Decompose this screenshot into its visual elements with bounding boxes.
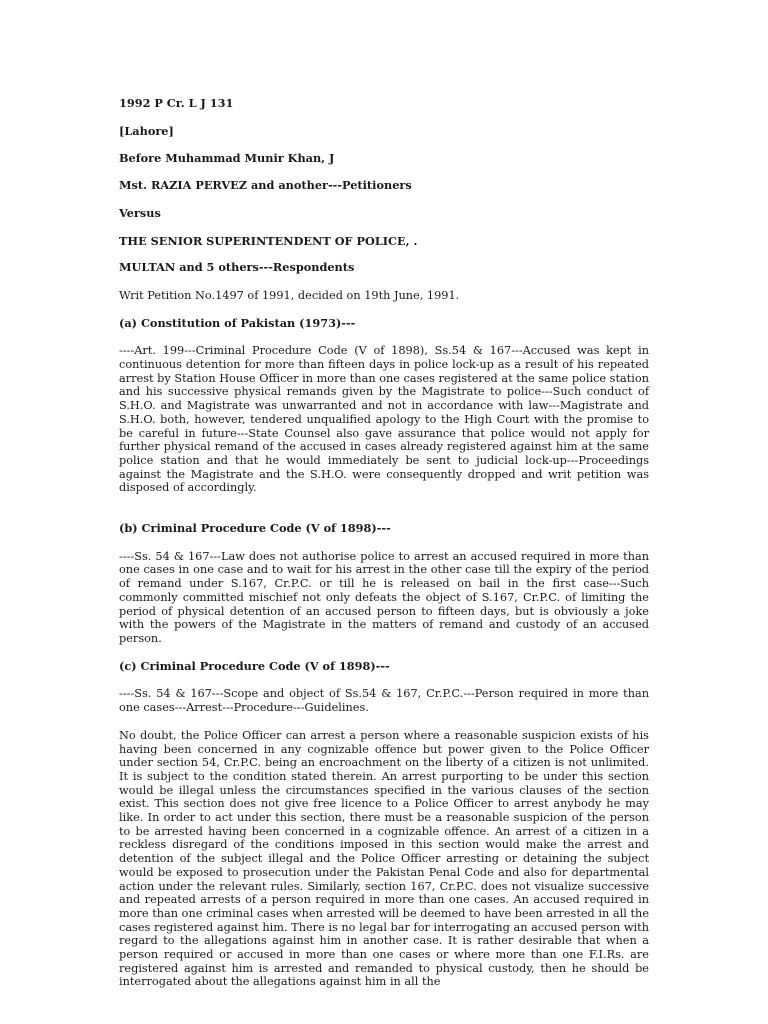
bench: Before Muhammad Munir Khan, J xyxy=(119,151,335,166)
section-body: ----Ss. 54 & 167---Law does not authorise police to arrest an accused required in more than one cases in one case and to wait for his arrest in the other case till the expiry of the period of remand under S.167, Cr.P.C. or till he is released on bail in the first case---Such commonly committed mischief not only defeats the object of S.167, Cr.P.C. of limiting the period of physical detention of an accused person to fifteen days, but is obviously a joke with the powers of the Magistrate in the matters of remand and custody of an accused person. xyxy=(119,549,649,645)
section-body: ----Art. 199---Criminal Procedure Code (V of 1898), Ss.54 & 167---Accused was kept in continuous detention for more than fifteen days in police lock-up as a result of his repeated arrest by Station House Officer in more than one cases registered at the same police station and his successive physical remands given by the Magistrate to police---Such conduct of S.H.O. and Magistrate was unwarranted and not in accordance with law---Magistrate and S.H.O. both, however, tendered unqualified apology to the High Court with the promise to be careful in future---State Counsel also gave assurance that police would not apply for further physical remand of the accused in cases already registered against him at the same police station and that he would immediately be sent to judicial lock-up---Proceedings against the Magistrate and the S.H.O. were consequently dropped and writ petition was disposed of accordingly. xyxy=(119,344,649,495)
body-paragraph: No doubt, the Police Officer can arrest a person where a reasonable suspicion exists of his having been concerned in any cognizable offence but power given to the Police Officer under section 54, Cr.P.C. being an encroachment on the liberty of a citizen is not unlimited. It is subject to the condition stated therein. An arrest purporting to be under this section would be illegal unless the circumstances specified in the various clauses of the section exist. This section does not give free licence to a Police Officer to arrest anybody he may like. In order to act under this section, there must be a reasonable suspicion of the person to be arrested having been concerned in a cognizable offence. An arrest of a citizen in a reckless disregard of the conditions imposed in this section would make the arrest and detention of the subject illegal and the Police Officer arresting or detaining the subject would be exposed to prosecution under the Pakistan Penal Code and also for departmental action under the relevant rules. Similarly, section 167, Cr.P.C. does not visualize successive and repeated arrests of a person required in more than one cases. An accused required in more than one criminal cases when arrested will be deemed to have been arrested in all the cases registered against him. There is no legal bar for interrogating an accused person with regard to the allegations against him in another case. It is rather desirable that when a person required or accused in more than one cases or where more than one F.I.Rs. are registered against him is arrested and remanded to physical custody, then he should be interrogated about the allegations against him in all the xyxy=(119,728,649,989)
section-body: ----Ss. 54 & 167---Scope and object of Ss.54 & 167, Cr.P.C.---Person required in more than one cases---Arrest---Procedure---Guidelines. xyxy=(119,687,649,715)
respondent-line-2: MULTAN and 5 others---Respondents xyxy=(119,260,355,275)
versus: Versus xyxy=(119,205,161,220)
case-info: Writ Petition No.1497 of 1991, decided on 19th June, 1991. xyxy=(119,288,460,302)
section-heading: (b) Criminal Procedure Code (V of 1898)--- xyxy=(119,521,391,536)
respondent-line-1: THE SENIOR SUPERINTENDENT OF POLICE, . xyxy=(119,233,418,248)
section-heading: (c) Criminal Procedure Code (V of 1898)--- xyxy=(119,658,390,673)
citation: 1992 P Cr. L J 131 xyxy=(119,96,234,110)
document-body xyxy=(119,97,649,989)
court-name: [Lahore] xyxy=(119,123,174,138)
section-heading: (a) Constitution of Pakistan (1973)--- xyxy=(119,315,356,330)
petitioners: Mst. RAZIA PERVEZ and another---Petitioners xyxy=(119,178,412,193)
